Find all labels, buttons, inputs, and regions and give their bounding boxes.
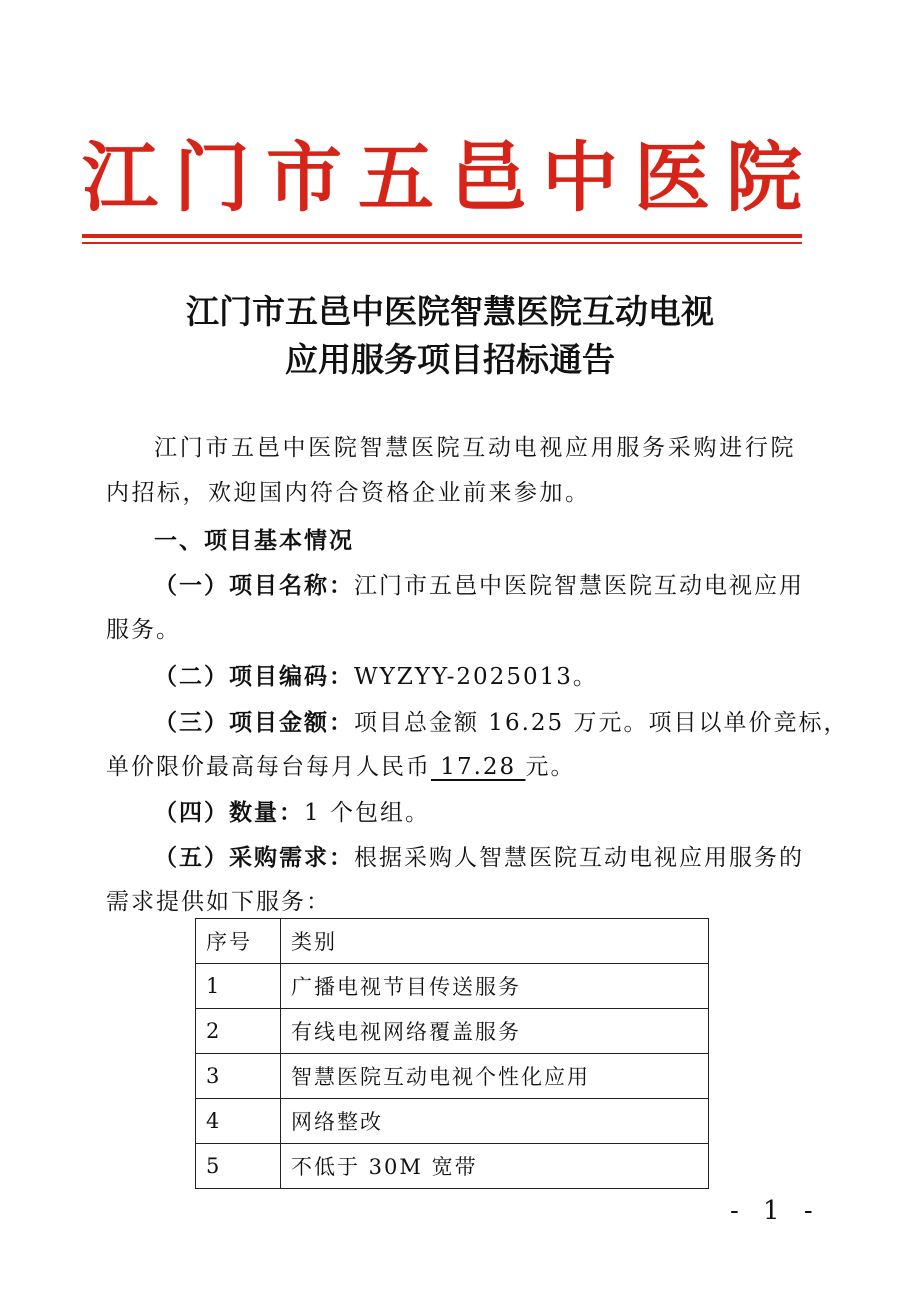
item-project-amount [154,700,848,746]
letterhead-char: 医 [634,133,710,222]
item-label: （二）项目编码： [154,663,354,690]
item-label: （四）数量： [154,799,304,826]
table-header-row [196,919,709,964]
item-value: WYZYY-2025013。 [354,664,598,690]
item-project-code [154,654,598,700]
item-requirements [154,835,804,881]
table-cell-category: 智慧医院互动电视个性化应用 [281,1054,709,1099]
document-title [0,288,900,384]
table-row [196,1144,709,1189]
letterhead-char: 院 [726,133,802,222]
item-value: 项目总金额 16.25 万元。项目以单价竞标， [354,710,849,736]
letterhead-char: 市 [266,133,342,222]
table-cell-index: 3 [196,1054,281,1099]
table-cell-index: 1 [196,964,281,1009]
letterhead-org-name [82,128,802,228]
item-requirements-cont: 需求提供如下服务： [106,889,331,915]
item-value: 根据采购人智慧医院互动电视应用服务的 [354,845,804,871]
item-project-name-cont: 服务。 [106,617,181,643]
unit-price: 17.28 [431,754,526,780]
table-row [196,1054,709,1099]
table-row [196,964,709,1009]
requirements-table [195,918,709,1189]
table-cell-index: 4 [196,1099,281,1144]
letterhead-rule-thick [82,234,802,238]
table-row [196,1099,709,1144]
table-cell-category: 网络整改 [281,1099,709,1144]
letterhead-char: 门 [174,133,250,222]
table-cell-category: 广播电视节目传送服务 [281,964,709,1009]
letterhead-char: 江 [82,133,158,222]
price-text: 单价限价最高每台每月人民币 [106,754,431,780]
document-title-line1: 江门市五邑中医院智慧医院互动电视 [186,292,714,331]
table-cell-index: 5 [196,1144,281,1189]
letterhead-char: 中 [542,133,618,222]
section-heading: 一、项目基本情况 [154,527,354,554]
item-project-amount-cont [106,745,575,790]
item-value: 江门市五邑中医院智慧医院互动电视应用 [354,573,804,599]
price-unit: 元。 [525,754,576,780]
table-cell-index: 2 [196,1009,281,1054]
item-label: （五）采购需求： [154,844,354,871]
table-cell-category: 不低于 30M 宽带 [281,1144,709,1189]
table-header-cell: 类别 [281,919,709,964]
item-project-name [154,563,804,609]
table-header-cell: 序号 [196,919,281,964]
document-title-line2: 应用服务项目招标通告 [285,340,615,379]
item-label: （一）项目名称： [154,572,354,599]
item-quantity [154,790,430,836]
letterhead-char: 邑 [450,133,526,222]
page-number: - 1 - [730,1196,821,1226]
table-cell-category: 有线电视网络覆盖服务 [281,1009,709,1054]
item-value: 1 个包组。 [304,800,430,826]
table-row [196,1009,709,1054]
letterhead-char: 五 [358,133,434,222]
letterhead-rule-thin [82,242,802,244]
item-label: （三）项目金额： [154,709,354,736]
intro-paragraph: 江门市五邑中医院智慧医院互动电视应用服务采购进行院内招标，欢迎国内符合资格企业前来参加。 [106,435,796,506]
